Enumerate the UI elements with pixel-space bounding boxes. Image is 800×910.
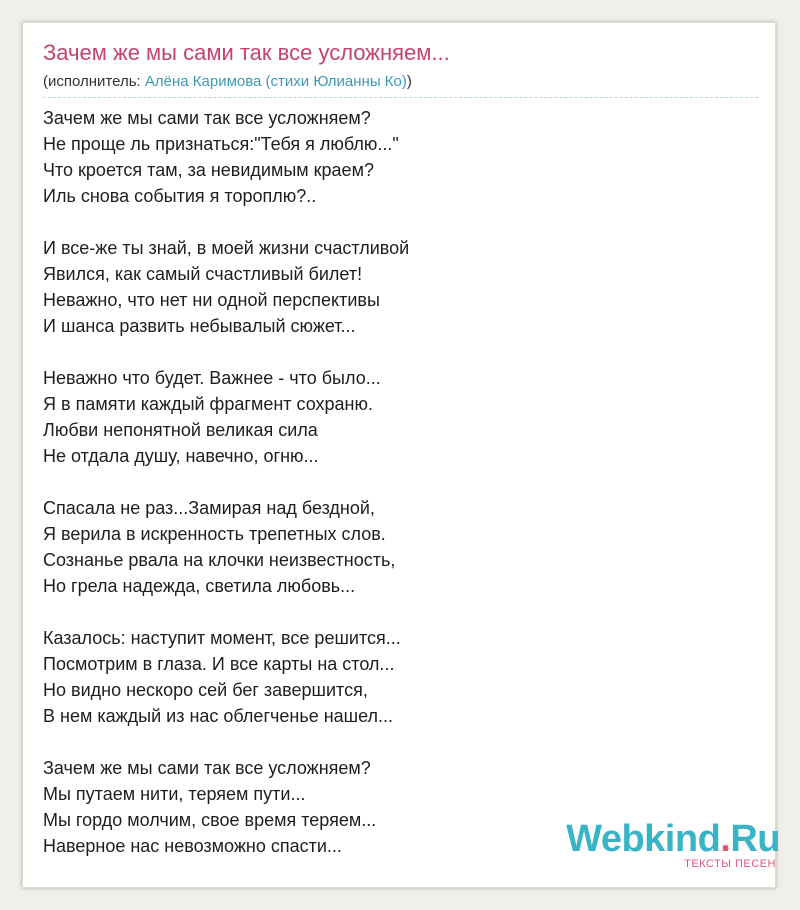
stanza — [43, 235, 409, 339]
song-title: Зачем же мы сами так все усложняем... — [43, 40, 450, 65]
logo-name: Webkind — [566, 818, 721, 860]
lyric-line: Неважно что будет. Важнее - что было... — [43, 368, 381, 388]
stanza — [43, 105, 409, 209]
lyric-line: Наверное нас невозможно спасти... — [43, 836, 342, 856]
artist-suffix: ) — [406, 73, 412, 90]
lyric-line: Что кроется там, за невидимым краем? — [43, 160, 374, 180]
stanza — [43, 365, 409, 469]
lyric-line: Явился, как самый счастливый билет! — [43, 264, 363, 284]
logo-tld: Ru — [730, 818, 780, 860]
artist-link[interactable]: Алёна Каримова (стихи Юлианны Ко) — [144, 73, 407, 90]
lyric-line: Казалось: наступит момент, все решится... — [43, 628, 401, 648]
logo-tagline: ТЕКСТЫ ПЕСЕН — [684, 858, 776, 870]
lyric-line: Не отдала душу, навечно, огню... — [43, 446, 319, 466]
lyrics-card — [22, 22, 776, 888]
lyric-line: Любви непонятной великая сила — [43, 420, 318, 440]
stanza — [43, 625, 409, 729]
lyric-line: Не проще ль признаться:"Тебя я люблю..." — [43, 134, 399, 154]
lyric-line: Я в памяти каждый фрагмент сохраню. — [43, 394, 374, 414]
lyrics-body — [43, 105, 409, 885]
lyric-line: В нем каждый из нас облегченье нашел... — [43, 706, 394, 726]
lyric-line: И шанса развить небывалый сюжет... — [43, 316, 356, 336]
lyric-line: Зачем же мы сами так все усложняем? — [43, 758, 371, 778]
lyric-line: Зачем же мы сами так все усложняем? — [43, 108, 371, 128]
stanza — [43, 495, 409, 599]
lyric-line: Мы путаем нити, теряем пути... — [43, 784, 306, 804]
lyric-line: Иль снова события я тороплю?.. — [43, 186, 317, 206]
title-divider — [43, 97, 758, 98]
webkind-logo[interactable] — [566, 820, 780, 870]
song-artist-line — [43, 73, 412, 90]
lyric-line: Мы гордо молчим, свое время теряем... — [43, 810, 377, 830]
artist-prefix: (исполнитель: — [43, 73, 145, 90]
lyric-line: Сознанье рвала на клочки неизвестность, — [43, 550, 396, 570]
lyric-line: Но грела надежда, светила любовь... — [43, 576, 356, 596]
logo-dot: . — [720, 818, 731, 860]
lyric-line: Посмотрим в глаза. И все карты на стол... — [43, 654, 395, 674]
logo-wordmark — [566, 820, 780, 858]
lyric-line: Но видно нескоро сей бег завершится, — [43, 680, 368, 700]
stanza — [43, 755, 409, 859]
lyric-line: Спасала не раз...Замирая над бездной, — [43, 498, 375, 518]
lyric-line: Неважно, что нет ни одной перспективы — [43, 290, 380, 310]
lyric-line: Я верила в искренность трепетных слов. — [43, 524, 386, 544]
lyric-line: И все-же ты знай, в моей жизни счастливой — [43, 238, 410, 258]
